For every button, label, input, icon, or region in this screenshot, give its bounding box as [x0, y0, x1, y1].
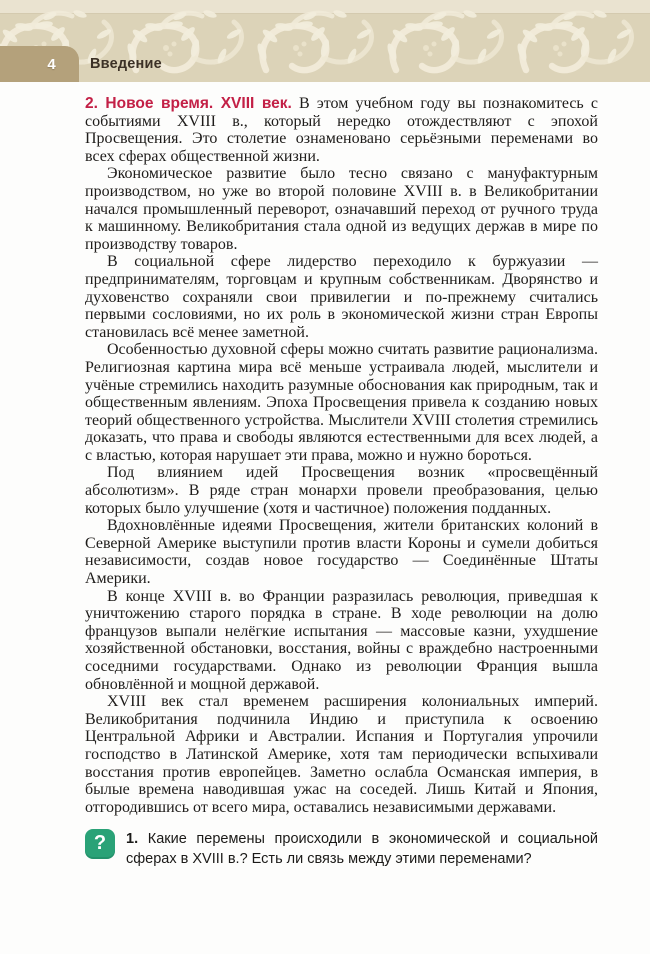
question-mark-glyph: ? [93, 832, 107, 855]
question-number: 1. [126, 831, 139, 848]
lead-paragraph [85, 95, 598, 165]
topic-heading: 2. Новое время. XVIII век. [85, 95, 292, 112]
paragraph-economy: Экономическое развитие было тесно связано с мануфактурным производством, но уже во второй половине XVIII в. в Великобритании начался промышленный переворот, означавший переход от ручного труда к машинному. Великобритания стала одной из ведущих держав в мире по производству товаров. [85, 165, 598, 253]
question-text [126, 830, 598, 869]
paragraph-empires: XVIII век стал временем расширения колониальных империй. Великобритания подчинила Индию и приступила к освоению Центральной Африки и Австралии. Испания и Португалия упрочили господство в Латинской Америке, хотя там периодически вспыхивали восстания против европейцев. Заметно ослабла Османская империя, в былые времена наводившая ужас на соседей. Лишь Китай и Япония, отгородившись от всего мира, оставались независимыми державами. [85, 693, 598, 816]
question-mark-icon [85, 829, 115, 859]
paragraph-france: В конце XVIII в. во Франции разразилась революция, приведшая к уничтожению старого порядка в стране. В ходе революции на долю французов выпали нелёгкие испытания — массовые казни, ухудшение хозяйственной обстановки, восстания, войны с враждебно настроенными соседними государствами. Однако из революции Франция вышла обновлённой и мощной державой. [85, 587, 598, 693]
lead-text: В этом учебном году вы познакомитесь с событиями XVIII в., который нередко отождествляют с эпохой Просвещения. Это столетие ознаменовано серьёзными переменами во всех сферах общественной жизни. [85, 95, 599, 165]
paragraph-spiritual: Особенностью духовной сферы можно считать развитие рационализма. Религиозная картина мира всё меньше устраивала людей, мыслители и учёные стремились находить разумные обоснования как природным, так и общественным явлениям. Эпоха Просвещения привела к созданию новых теорий общественного устройства. Мыслители XVIII столетия стремились доказать, что права и свободы являются естественными для всех людей, а с властью, которая нарушает эти права, можно и нужно бороться. [85, 341, 598, 464]
paragraph-social: В социальной сфере лидерство переходило к буржуазии — предпринимателям, торговцам и крупным собственникам. Дворянство и духовенство сохраняли свои привилегии и по-прежнему считались первыми сословиями, но их роль в экономической жизни стран Европы становилась всё менее заметной. [85, 253, 598, 341]
section-title: Введение [90, 56, 162, 72]
question-body: Какие перемены происходили в экономической и социальной сферах в XVIII в.? Есть ли связь между этими переменами? [126, 831, 598, 867]
paragraph-absolutism: Под влиянием идей Просвещения возник «просвещённый абсолютизм». В ряде стран монархи провели преобразования, целью которых было улучшение (хотя и частичное) положения подданных. [85, 464, 598, 517]
page-content [0, 82, 650, 869]
paragraph-america: Вдохновлённые идеями Просвещения, жители британских колоний в Северной Америке выступили против власти Короны и сумели добиться независимости, создав новое государство — Соединённые Штаты Америки. [85, 517, 598, 588]
question-block [85, 829, 598, 869]
page-header [0, 0, 650, 82]
page-number-tab [0, 46, 79, 82]
page-number: 4 [47, 55, 56, 73]
